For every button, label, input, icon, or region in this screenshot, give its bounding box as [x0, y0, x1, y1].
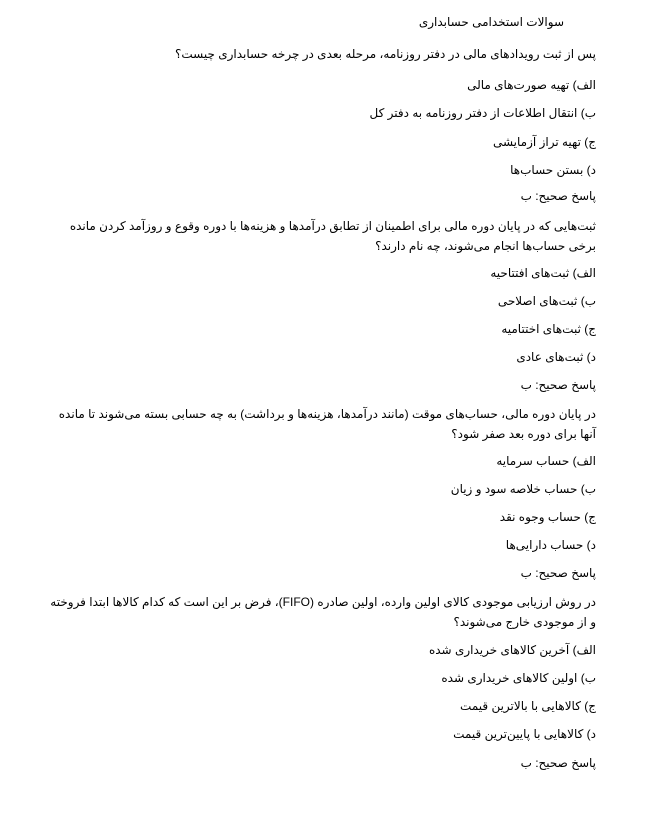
question-4-option-d: د) کالاهایی با پایین‌ترین قیمت	[453, 727, 596, 741]
question-3-text: در پایان دوره مالی، حساب‌های موقت (مانند درآمدها، هزینه‌ها و برداشت) به چه حسابی بسته می‌شوند تا مانده آنها برای دوره بعد صفر شود؟	[58, 407, 596, 441]
question-4-option-b: ب) اولین کالاهای خریداری شده	[441, 671, 596, 685]
question-3-option-b: ب) حساب خلاصه سود و زیان	[450, 482, 596, 496]
question-1-answer: پاسخ صحیح: ب	[520, 189, 596, 203]
question-3-option-c: ج) حساب وجوه نقد	[499, 510, 596, 524]
question-3-answer: پاسخ صحیح: ب	[520, 566, 596, 580]
question-4-text: در روش ارزیابی موجودی کالای اولین وارده، اولین صادره (FIFO)، فرض بر این است که کدام کالاها ابتدا فروخته و از موجودی خارج می‌شوند؟	[50, 595, 596, 629]
question-1-option-c: ج) تهیه تراز آزمایشی	[492, 135, 596, 149]
question-2-option-c: ج) ثبت‌های اختتامیه	[501, 322, 596, 336]
question-2-option-a: الف) ثبت‌های افتتاحیه	[490, 266, 596, 280]
question-3-option-d: د) حساب دارایی‌ها	[505, 538, 596, 552]
question-1-option-d: د) بستن حساب‌ها	[510, 163, 596, 177]
question-1-option-a: الف) تهیه صورت‌های مالی	[467, 78, 596, 92]
question-4-option-c: ج) کالاهایی با بالاترین قیمت	[460, 699, 596, 713]
question-2-text: ثبت‌هایی که در پایان دوره مالی برای اطمینان از تطابق درآمدها و هزینه‌ها با دوره وقوع و روزآمد کردن مانده برخی حساب‌ها انجام می‌شوند، چه نام دارند؟	[69, 219, 596, 253]
question-2-answer: پاسخ صحیح: ب	[520, 378, 596, 392]
document-title: سوالات استخدامی حسابداری	[418, 15, 564, 29]
question-3-option-a: الف) حساب سرمایه	[496, 454, 596, 468]
question-4-answer: پاسخ صحیح: ب	[520, 756, 596, 770]
question-1-option-b: ب) انتقال اطلاعات از دفتر روزنامه به دفتر کل	[369, 106, 596, 120]
question-1-text: پس از ثبت رویدادهای مالی در دفتر روزنامه، مرحله بعدی در چرخه حسابداری چیست؟	[174, 47, 596, 61]
question-2-option-b: ب) ثبت‌های اصلاحی	[497, 294, 596, 308]
question-4-option-a: الف) آخرین کالاهای خریداری شده	[428, 643, 596, 657]
question-2-option-d: د) ثبت‌های عادی	[516, 350, 596, 364]
